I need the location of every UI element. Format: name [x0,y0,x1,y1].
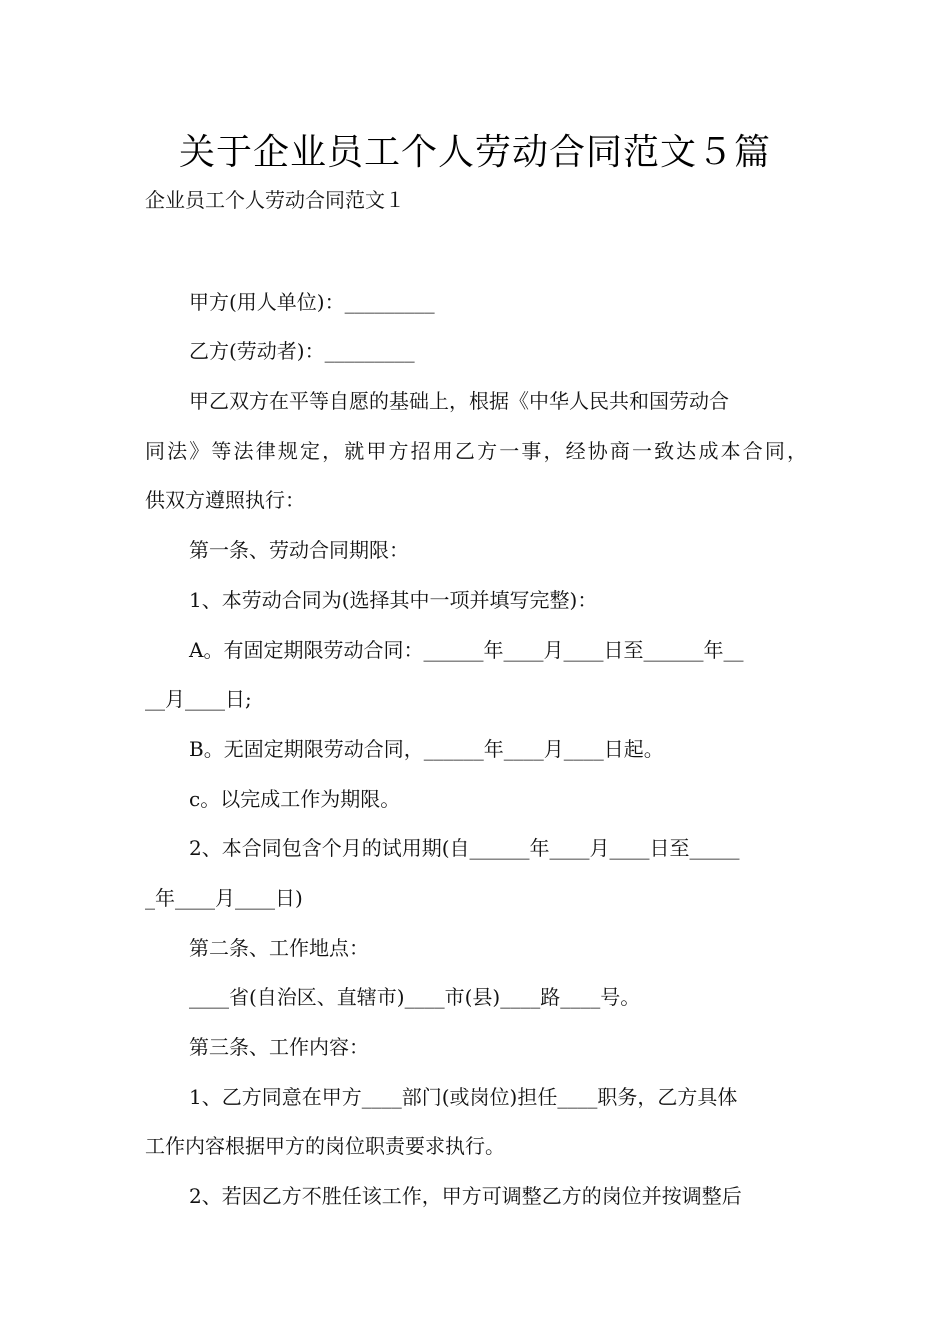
article-2-heading: 第二条、工作地点： [189,936,369,960]
article-1-clause-1: 1、本劳动合同为(选择其中一项并填写完整)： [189,588,598,612]
party-a-line: 甲方(用人单位)：_________ [189,290,435,314]
preamble-line-1: 甲乙双方在平等自愿的基础上，根据《中华人民共和国劳动合 [189,389,729,413]
article-1-clause-2-line-1: 2、本合同包含个月的试用期(自______年____月____日至_____ [189,836,740,860]
party-b-line: 乙方(劳动者)：_________ [189,339,415,363]
article-1-option-a-line-2: __月____日; [145,687,252,711]
article-1-heading: 第一条、劳动合同期限： [189,538,409,562]
article-2-address: ____省(自治区、直辖市)____市(县)____路____号。 [189,985,641,1009]
article-3-clause-1-line-2: 工作内容根据甲方的岗位职责要求执行。 [145,1134,505,1158]
document-title: 关于企业员工个人劳动合同范文５篇 [178,132,771,173]
article-1-option-c: c。以完成工作为期限。 [189,787,401,811]
article-1-option-a-line-1: A。有固定期限劳动合同：______年____月____日至______年__ [189,638,744,662]
article-1-clause-2-line-2: _年____月____日) [145,886,303,910]
article-3-heading: 第三条、工作内容： [189,1035,369,1059]
article-3-clause-1-line-1: 1、乙方同意在甲方____部门(或岗位)担任____职务，乙方具体 [189,1085,738,1109]
article-1-option-b: B。无固定期限劳动合同，______年____月____日起。 [189,737,664,761]
preamble-line-3: 供双方遵照执行： [145,488,305,512]
article-3-clause-2-line-1: 2、若因乙方不胜任该工作，甲方可调整乙方的岗位并按调整后 [189,1184,742,1208]
preamble-line-2: 同法》等法律规定，就甲方招用乙方一事，经协商一致达成本合同， [145,439,807,463]
document-subtitle: 企业员工个人劳动合同范文１ [145,188,405,212]
